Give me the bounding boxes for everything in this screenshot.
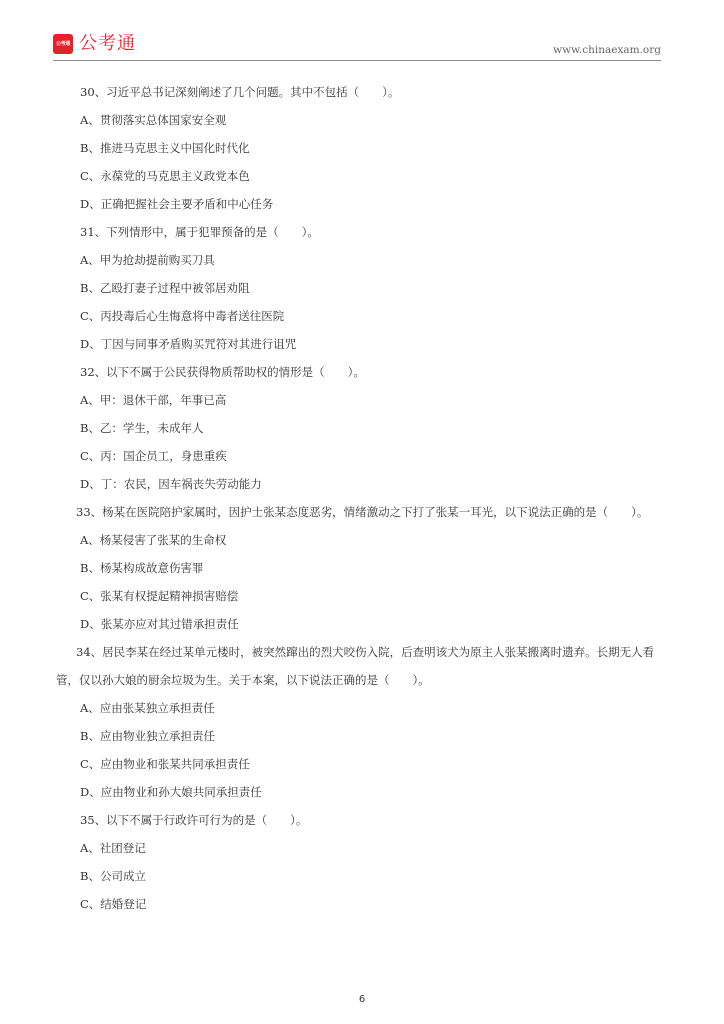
- question-34-option-b: B、应由物业独立承担责任: [80, 729, 215, 743]
- document-body: [56, 78, 672, 918]
- question-35-option-c: C、结婚登记: [80, 897, 147, 911]
- question-30-option-b: B、推进马克思主义中国化时代化: [80, 141, 250, 155]
- brand-logo: [53, 34, 136, 54]
- question-32-option-c: C、丙：国企员工，身患重疾: [80, 449, 227, 463]
- question-33-option-a: A、杨某侵害了张某的生命权: [80, 533, 227, 547]
- question-35-option-a: A、社团登记: [80, 841, 146, 855]
- question-34-option-c: C、应由物业和张某共同承担责任: [80, 757, 250, 771]
- page-header: [53, 30, 661, 61]
- page-number: 6: [358, 994, 366, 1005]
- logo-text: 公考通: [79, 33, 136, 54]
- question-34: 34、居民李某在经过某单元楼时，被突然蹿出的烈犬咬伤入院，后查明该犬为原主人张某搬离时遗弃。长期无人看管，仅以孙大娘的厨余垃圾为生。关于本案，以下说法正确的是（ ）。: [56, 645, 655, 687]
- question-31-option-b: B、乙殴打妻子过程中被邻居劝阻: [80, 281, 250, 295]
- question-31-option-d: D、丁因与同事矛盾购买咒符对其进行诅咒: [80, 337, 297, 351]
- question-33: 33、杨某在医院陪护家属时，因护士张某态度恶劣，情绪激动之下打了张某一耳光，以下说法正确的是（ ）。: [76, 505, 649, 519]
- question-30-option-d: D、正确把握社会主要矛盾和中心任务: [80, 197, 274, 211]
- site-url: www.chinaexam.org: [553, 44, 661, 56]
- question-33-option-b: B、杨某构成故意伤害罪: [80, 561, 204, 575]
- question-33-option-c: C、张某有权提起精神损害赔偿: [80, 589, 239, 603]
- logo-badge-icon: 公考通: [53, 34, 73, 54]
- question-34-option-d: D、应由物业和孙大娘共同承担责任: [80, 785, 262, 799]
- question-32: 32、以下不属于公民获得物质帮助权的情形是（ ）。: [80, 365, 365, 379]
- question-35: 35、以下不属于行政许可行为的是（ ）。: [80, 813, 308, 827]
- question-30: 30、习近平总书记深刻阐述了几个问题。其中不包括（ ）。: [80, 85, 400, 99]
- question-30-option-a: A、贯彻落实总体国家安全观: [80, 113, 227, 127]
- question-32-option-a: A、甲：退休干部，年事已高: [80, 393, 227, 407]
- question-32-option-b: B、乙：学生，未成年人: [80, 421, 204, 435]
- question-31: 31、下列情形中，属于犯罪预备的是（ ）。: [80, 225, 319, 239]
- question-30-option-c: C、永葆党的马克思主义政党本色: [80, 169, 250, 183]
- question-31-option-a: A、甲为抢劫提前购买刀具: [80, 253, 215, 267]
- question-32-option-d: D、丁：农民，因车祸丧失劳动能力: [80, 477, 262, 491]
- question-33-option-d: D、张某亦应对其过错承担责任: [80, 617, 239, 631]
- question-35-option-b: B、公司成立: [80, 869, 146, 883]
- question-34-option-a: A、应由张某独立承担责任: [80, 701, 215, 715]
- question-31-option-c: C、丙投毒后心生悔意将中毒者送往医院: [80, 309, 285, 323]
